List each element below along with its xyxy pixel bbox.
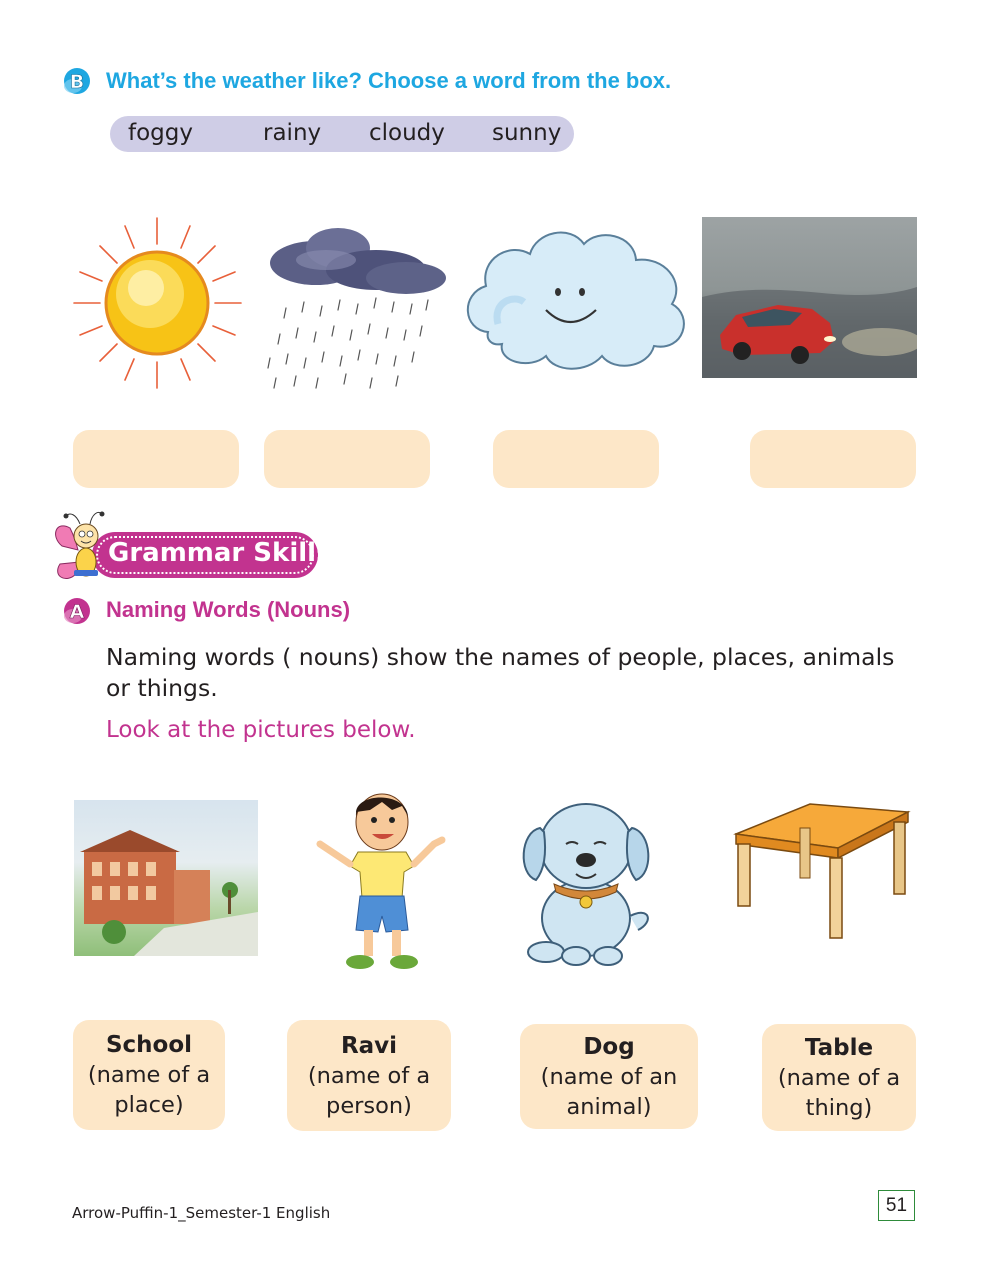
word-option-rainy: rainy xyxy=(263,120,322,146)
section-b-badge-letter: B xyxy=(69,71,85,93)
word-option-foggy: foggy xyxy=(128,120,193,146)
rain-cloud-illustration xyxy=(256,218,452,394)
table-illustration xyxy=(718,800,912,942)
answer-box-1[interactable] xyxy=(73,430,239,488)
fog-car-photo xyxy=(702,217,917,378)
noun-description: thing) xyxy=(805,1094,873,1121)
section-a-badge-icon xyxy=(60,594,94,628)
noun-word: School xyxy=(105,1032,193,1058)
answer-box-3[interactable] xyxy=(493,430,659,488)
section-a-badge-letter: A xyxy=(69,601,85,623)
section-a-title: Naming Words (Nouns) xyxy=(106,597,351,622)
noun-description: person) xyxy=(326,1092,412,1119)
grammar-skills-title: Grammar Skills xyxy=(108,538,332,568)
noun-card-dog xyxy=(520,1024,698,1129)
page-number: 51 xyxy=(878,1190,915,1221)
noun-card-ravi xyxy=(287,1020,451,1131)
word-option-sunny: sunny xyxy=(492,120,562,146)
dog-illustration xyxy=(510,788,660,968)
noun-card-school xyxy=(73,1020,225,1130)
section-b-badge-icon xyxy=(60,64,94,98)
boy-ravi-illustration xyxy=(312,782,452,974)
school-picture xyxy=(74,800,258,956)
answer-box-4[interactable] xyxy=(750,430,916,488)
noun-description: animal) xyxy=(566,1093,652,1120)
answer-box-2[interactable] xyxy=(264,430,430,488)
noun-card-table xyxy=(762,1024,916,1131)
instruction-text: Look at the pictures below. xyxy=(106,717,416,743)
nouns-description: Naming words ( nouns) show the names of people, places, animals or things. xyxy=(106,643,895,702)
noun-word: Table xyxy=(804,1034,874,1061)
noun-description: place) xyxy=(114,1092,184,1118)
noun-description: (name of a xyxy=(777,1064,901,1091)
noun-description: (name of an xyxy=(540,1063,678,1090)
noun-word: Ravi xyxy=(340,1032,398,1059)
footer-book-title: Arrow-Puffin-1_Semester-1 English xyxy=(72,1204,331,1222)
word-option-cloudy: cloudy xyxy=(369,120,445,146)
noun-word: Dog xyxy=(583,1033,635,1060)
noun-description: (name of a xyxy=(307,1062,431,1089)
cloud-illustration xyxy=(458,222,696,374)
noun-description: (name of a xyxy=(87,1062,211,1088)
section-b-title: What’s the weather like? Choose a word from the box. xyxy=(106,68,672,93)
sun-illustration xyxy=(70,214,245,392)
